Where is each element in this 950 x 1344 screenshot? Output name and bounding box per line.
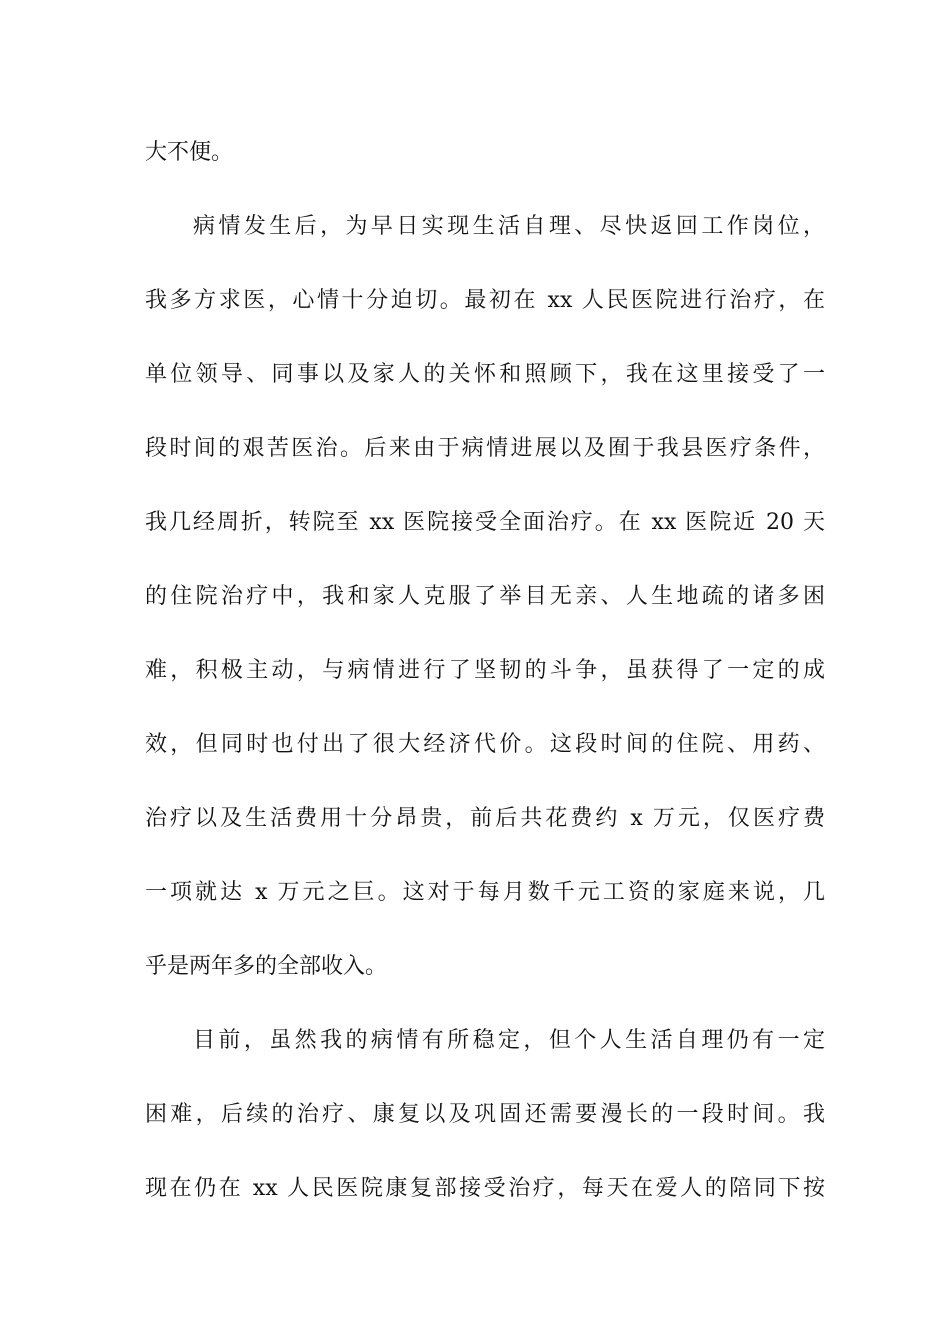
paragraph-2-line-9: 治疗以及生活费用十分昂贵，前后共花费约 x 万元，仅医疗费: [145, 806, 825, 831]
paragraph-2-line-7: 难，积极主动，与病情进行了坚韧的斗争，虽获得了一定的成: [145, 658, 825, 683]
paragraph-2-line-5: 我几经周折，转院至 xx 医院接受全面治疗。在 xx 医院近 20 天: [145, 510, 825, 535]
paragraph-3-line-3: 现在仍在 xx 人民医院康复部接受治疗，每天在爱人的陪同下按: [145, 1176, 825, 1201]
paragraph-2-line-6: 的住院治疗中，我和家人克服了举目无亲、人生地疏的诸多困: [145, 584, 825, 609]
paragraph-2-line-1: 病情发生后，为早日实现生活自理、尽快返回工作岗位，: [193, 214, 825, 239]
paragraph-2-line-11: 乎是两年多的全部收入。: [145, 954, 388, 979]
paragraph-2-line-4: 段时间的艰苦医治。后来由于病情进展以及囿于我县医疗条件，: [145, 436, 825, 461]
text-line-1: 大不便。: [145, 140, 234, 165]
paragraph-2-line-3: 单位领导、同事以及家人的关怀和照顾下，我在这里接受了一: [145, 362, 825, 387]
paragraph-2-line-2: 我多方求医，心情十分迫切。最初在 xx 人民医院进行治疗，在: [145, 288, 825, 313]
paragraph-3-line-1: 目前，虽然我的病情有所稳定，但个人生活自理仍有一定: [193, 1028, 825, 1053]
paragraph-2-line-10: 一项就达 x 万元之巨。这对于每月数千元工资的家庭来说，几: [145, 880, 825, 905]
paragraph-2-line-8: 效，但同时也付出了很大经济代价。这段时间的住院、用药、: [145, 732, 825, 757]
paragraph-3-line-2: 困难，后续的治疗、康复以及巩固还需要漫长的一段时间。我: [145, 1102, 825, 1127]
